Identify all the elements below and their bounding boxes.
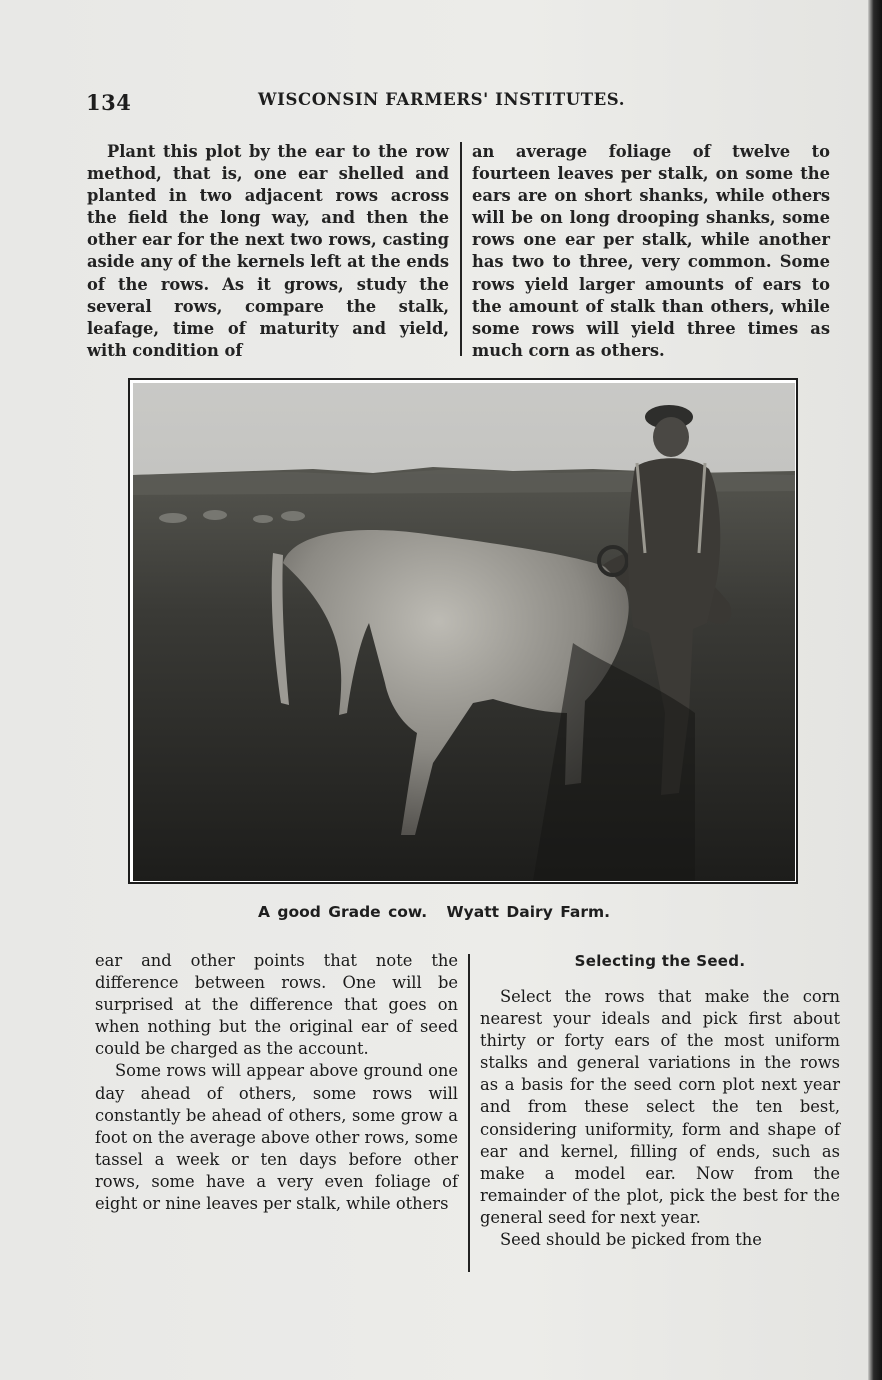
running-head: WISCONSIN FARMERS' INSTITUTES. xyxy=(258,90,626,109)
bottom-right-paragraph-1: Select the rows that make the corn nearest your ideals and pick first about thirty or forty ears of the most uniform stalks and general variations in the rows as a basis for the seed corn plot next year and from these select the ten best, considering uniformity, form and shape of ear and kernel, filling of ends, such as make a model ear. Now from the remainder of the plot, pick the best for the general seed for next year. xyxy=(480,987,840,1227)
column-divider-top xyxy=(460,142,462,356)
top-right-paragraph: an average foliage of twelve to fourteen leaves per stalk, on some the ears are on short shanks, while others will be on long drooping shanks, some rows one ear per stalk, while another has two to three, very common. Some rows yield larger amounts of ears to the amount of stalk than others, while some rows will yield three times as much corn as others. xyxy=(472,142,830,360)
section-heading: Selecting the Seed. xyxy=(574,952,746,970)
photo-frame xyxy=(128,378,798,884)
top-left-column xyxy=(87,141,449,362)
cow-photo xyxy=(133,383,795,881)
photo-caption xyxy=(0,903,868,921)
bottom-right-paragraph-2: Seed should be picked from the xyxy=(500,1230,762,1250)
column-divider-bottom xyxy=(468,954,470,1272)
page-edge-shadow xyxy=(868,0,882,1380)
top-right-column xyxy=(472,141,830,362)
bottom-left-paragraph-1: ear and other points that note the difference between rows. One will be surprised at the difference that goes on when nothing but the original ear of seed could be charged as the account. xyxy=(95,951,458,1059)
bottom-left-column xyxy=(95,950,458,1215)
top-left-paragraph: Plant this plot by the ear to the row method, that is, one ear shelled and planted in two adjacent rows across the field the long way, and then the other ear for the next two rows, casting aside any of the kernels left at the ends of the rows. As it grows, study the several rows, compare the stalk, leafage, time of maturity and yield, with condition of xyxy=(87,142,449,360)
page-number: 134 xyxy=(86,90,132,115)
bottom-left-paragraph-2: Some rows will appear above ground one day ahead of others, some rows will constantly be ahead of others, some grow a foot on the average above other rows, some tassel a week or ten days before other rows, some have a very even foliage of eight or nine leaves per stalk, while others xyxy=(95,1061,458,1214)
caption-source: Wyatt Dairy Farm. xyxy=(446,903,611,921)
bottom-right-column xyxy=(480,986,840,1251)
caption-title: A good Grade cow. xyxy=(257,903,428,921)
